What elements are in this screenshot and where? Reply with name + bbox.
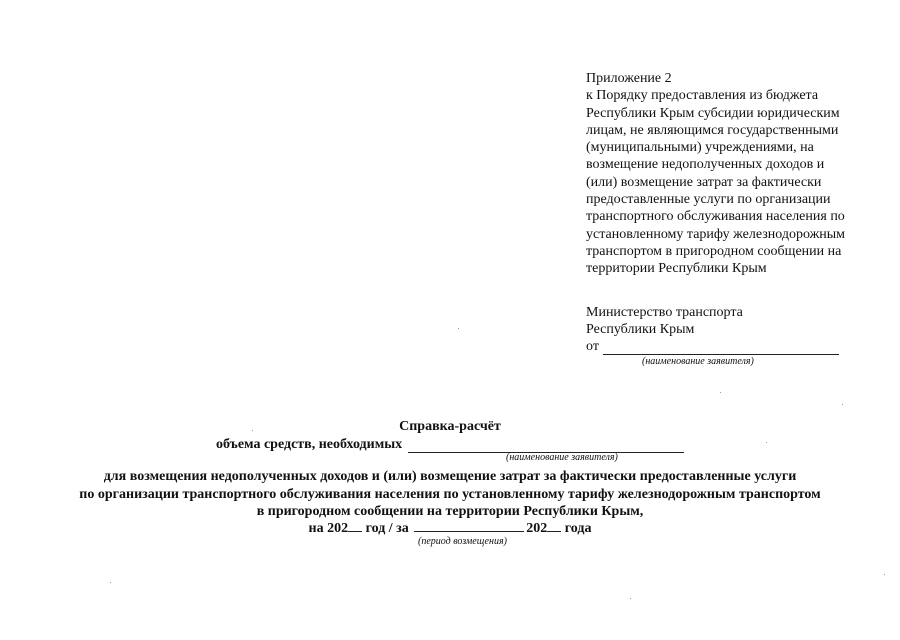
appendix-line: территории Республики Крым [586, 261, 767, 277]
scan-speck [842, 404, 843, 405]
certificate-body-line: в пригородном сообщении на территории Республики Крым, [256, 504, 644, 519]
year-field-1[interactable] [348, 518, 362, 532]
appendix-line: возмещение недополученных доходов и [586, 157, 825, 173]
appendix-line: установленному тарифу железнодорожным [586, 226, 846, 242]
applicant-name-field[interactable] [603, 340, 839, 355]
certificate-title: Справка-расчёт [399, 419, 501, 434]
year-field-2[interactable] [547, 518, 561, 532]
certificate-body-line: по организации транспортного обслуживания населения по установленному тарифу железнодорожным транспортом [79, 486, 821, 502]
appendix-line: (муниципальными) учреждениями, на [586, 140, 814, 156]
period-year2: 202 [526, 521, 548, 536]
period-field[interactable] [414, 518, 524, 532]
period-middle: год / за [362, 521, 413, 536]
applicant-name-field-2[interactable] [408, 438, 684, 453]
scan-speck [630, 598, 631, 599]
appendix-line: к Порядку предоставления из бюджета [586, 88, 819, 104]
period-hint: (период возмещения) [418, 536, 507, 547]
appendix-line: транспортного обслуживания населения по [586, 209, 845, 225]
certificate-subtitle-row [216, 436, 684, 453]
appendix-line: Приложение 2 [586, 71, 672, 86]
scan-speck [252, 430, 253, 431]
from-row [586, 338, 886, 355]
addressee-ministry: Министерство транспорта [586, 305, 743, 320]
scan-speck [720, 392, 721, 393]
appendix-header [586, 70, 886, 278]
scan-speck [110, 582, 111, 583]
scan-speck [458, 328, 459, 329]
appendix-line: Республики Крым субсидии юридическим [586, 105, 840, 121]
appendix-line: предоставленные услуги по организации [586, 192, 831, 208]
from-label: от [586, 339, 599, 354]
certificate-body-line: для возмещения недополученных доходов и (или) возмещение затрат за фактически предоставленные услуги [103, 469, 797, 484]
applicant-name-hint: (наименование заявителя) [642, 356, 754, 367]
applicant-name-hint-2: (наименование заявителя) [506, 452, 618, 463]
appendix-line: лицам, не являющимся государственными [586, 122, 839, 138]
period-suffix: года [561, 521, 592, 536]
period-prefix: на 202 [308, 521, 349, 536]
scan-speck [766, 442, 767, 443]
scan-speck [884, 574, 885, 575]
appendix-line: транспортом в пригородном сообщении на [586, 243, 842, 259]
period-row [0, 518, 900, 537]
certificate-subtitle: объема средств, необходимых [216, 437, 403, 452]
addressee-region: Республики Крым [586, 322, 695, 337]
appendix-line: (или) возмещение затрат за фактически [586, 174, 822, 190]
certificate-body [0, 468, 900, 521]
addressee-block [586, 304, 886, 368]
